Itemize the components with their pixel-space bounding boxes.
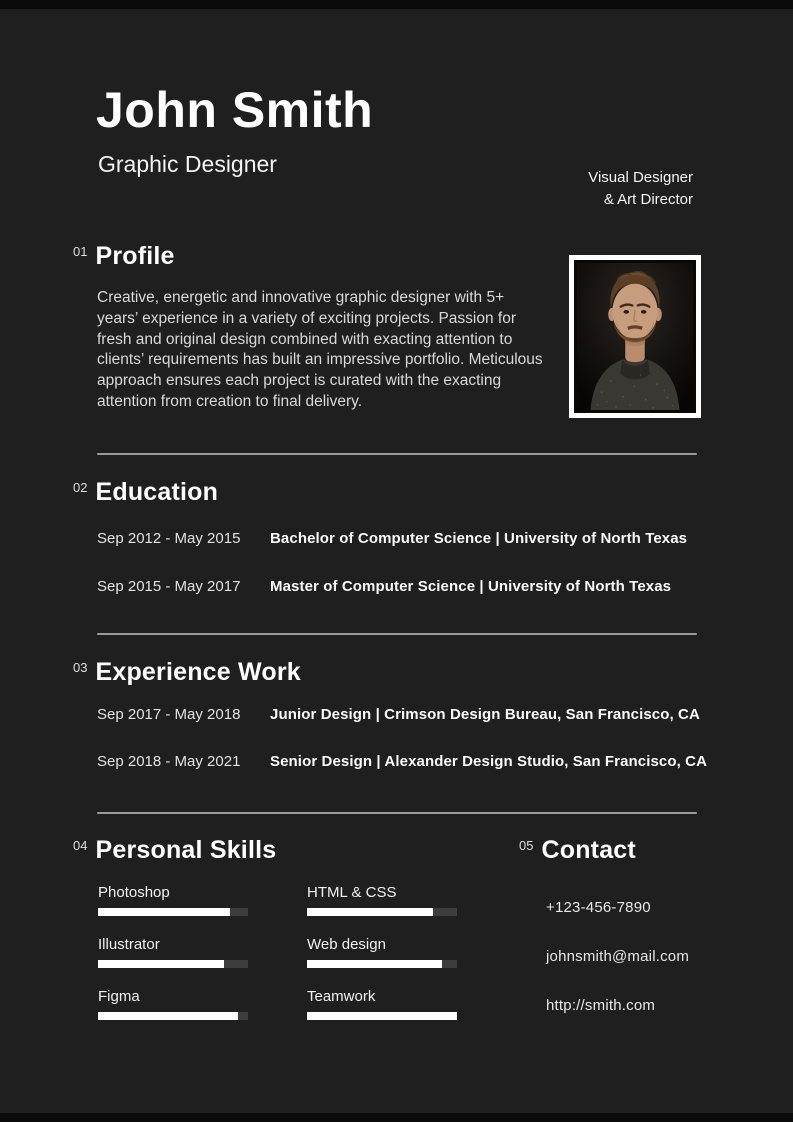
tagline-line-2: & Art Director (603, 190, 693, 208)
person-tagline (588, 167, 693, 210)
skill-item (98, 884, 258, 916)
skill-progress-bar (307, 908, 457, 916)
top-edge-bar (0, 0, 793, 9)
section-head-profile (73, 243, 175, 271)
bottom-edge-bar (0, 1113, 793, 1122)
section-head-skills (73, 837, 276, 865)
skill-label: Teamwork (307, 988, 376, 1005)
divider-line (97, 453, 697, 455)
skill-label: Illustrator (98, 936, 160, 953)
skill-label: HTML & CSS (307, 884, 397, 901)
section-head-experience (73, 659, 301, 687)
skill-progress-bar (307, 960, 457, 968)
section-number-contact: 05 (519, 838, 534, 853)
divider-line (97, 812, 697, 814)
education-degree: Bachelor of Computer Science | University of North Texas (270, 530, 688, 547)
contact-website[interactable]: http://smith.com (546, 997, 656, 1014)
skills-column-right (307, 884, 467, 1040)
skill-progress-fill (307, 960, 442, 968)
skill-progress-fill (98, 908, 230, 916)
portrait-photo (569, 255, 701, 418)
contact-list (546, 899, 689, 1046)
education-entry (97, 578, 671, 595)
skill-item (98, 936, 258, 968)
experience-entry (97, 753, 707, 770)
skill-progress-fill (98, 1012, 238, 1020)
skill-item (307, 936, 467, 968)
experience-dates: Sep 2017 - May 2018 (97, 706, 241, 723)
skill-item (98, 988, 258, 1020)
section-title-skills: Personal Skills (95, 836, 277, 864)
skill-progress-bar (98, 960, 248, 968)
skill-item (307, 884, 467, 916)
skill-label: Figma (98, 988, 140, 1005)
skill-progress-bar (98, 1012, 248, 1020)
skill-item (307, 988, 467, 1020)
person-job-title: Graphic Designer (98, 151, 277, 177)
section-head-contact (519, 837, 636, 865)
contact-email[interactable]: johnsmith@mail.com (546, 948, 690, 965)
section-head-education (73, 479, 218, 507)
profile-summary-text: Creative, energetic and innovative graphic designer with 5+ years’ experience in a variety of exciting projects. Passion for fresh and original design combined with exacting attention to clients’ requirements has built an impressive portfolio. Meticulous approach ensures each project is curated with the exacting attention from creation to final delivery. (97, 289, 543, 410)
person-name: John Smith (96, 82, 374, 138)
section-number-experience: 03 (73, 660, 88, 675)
section-number-education: 02 (73, 480, 88, 495)
skill-progress-fill (307, 1012, 457, 1020)
skill-label: Web design (307, 936, 386, 953)
divider-line (97, 633, 697, 635)
skill-progress-bar (307, 1012, 457, 1020)
section-title-profile: Profile (95, 242, 175, 270)
experience-role: Senior Design | Alexander Design Studio, San Francisco, CA (270, 753, 708, 770)
education-dates: Sep 2015 - May 2017 (97, 578, 241, 595)
section-title-contact: Contact (541, 836, 636, 864)
experience-role: Junior Design | Crimson Design Bureau, San Francisco, CA (270, 706, 700, 723)
education-entry (97, 530, 687, 547)
section-title-experience: Experience Work (95, 658, 301, 686)
experience-entry (97, 706, 700, 723)
section-number-skills: 04 (73, 838, 88, 853)
skills-column-left (98, 884, 258, 1040)
skill-progress-bar (98, 908, 248, 916)
section-title-education: Education (95, 478, 219, 506)
education-degree: Master of Computer Science | University of North Texas (270, 578, 672, 595)
section-number-profile: 01 (73, 244, 88, 259)
experience-dates: Sep 2018 - May 2021 (97, 753, 241, 770)
portrait-photo-illustration (577, 263, 693, 410)
skill-label: Photoshop (98, 884, 170, 901)
skill-progress-fill (307, 908, 433, 916)
tagline-line-1: Visual Designer (588, 169, 693, 186)
contact-phone[interactable]: +123-456-7890 (546, 899, 651, 916)
education-dates: Sep 2012 - May 2015 (97, 530, 241, 547)
skill-progress-fill (98, 960, 224, 968)
